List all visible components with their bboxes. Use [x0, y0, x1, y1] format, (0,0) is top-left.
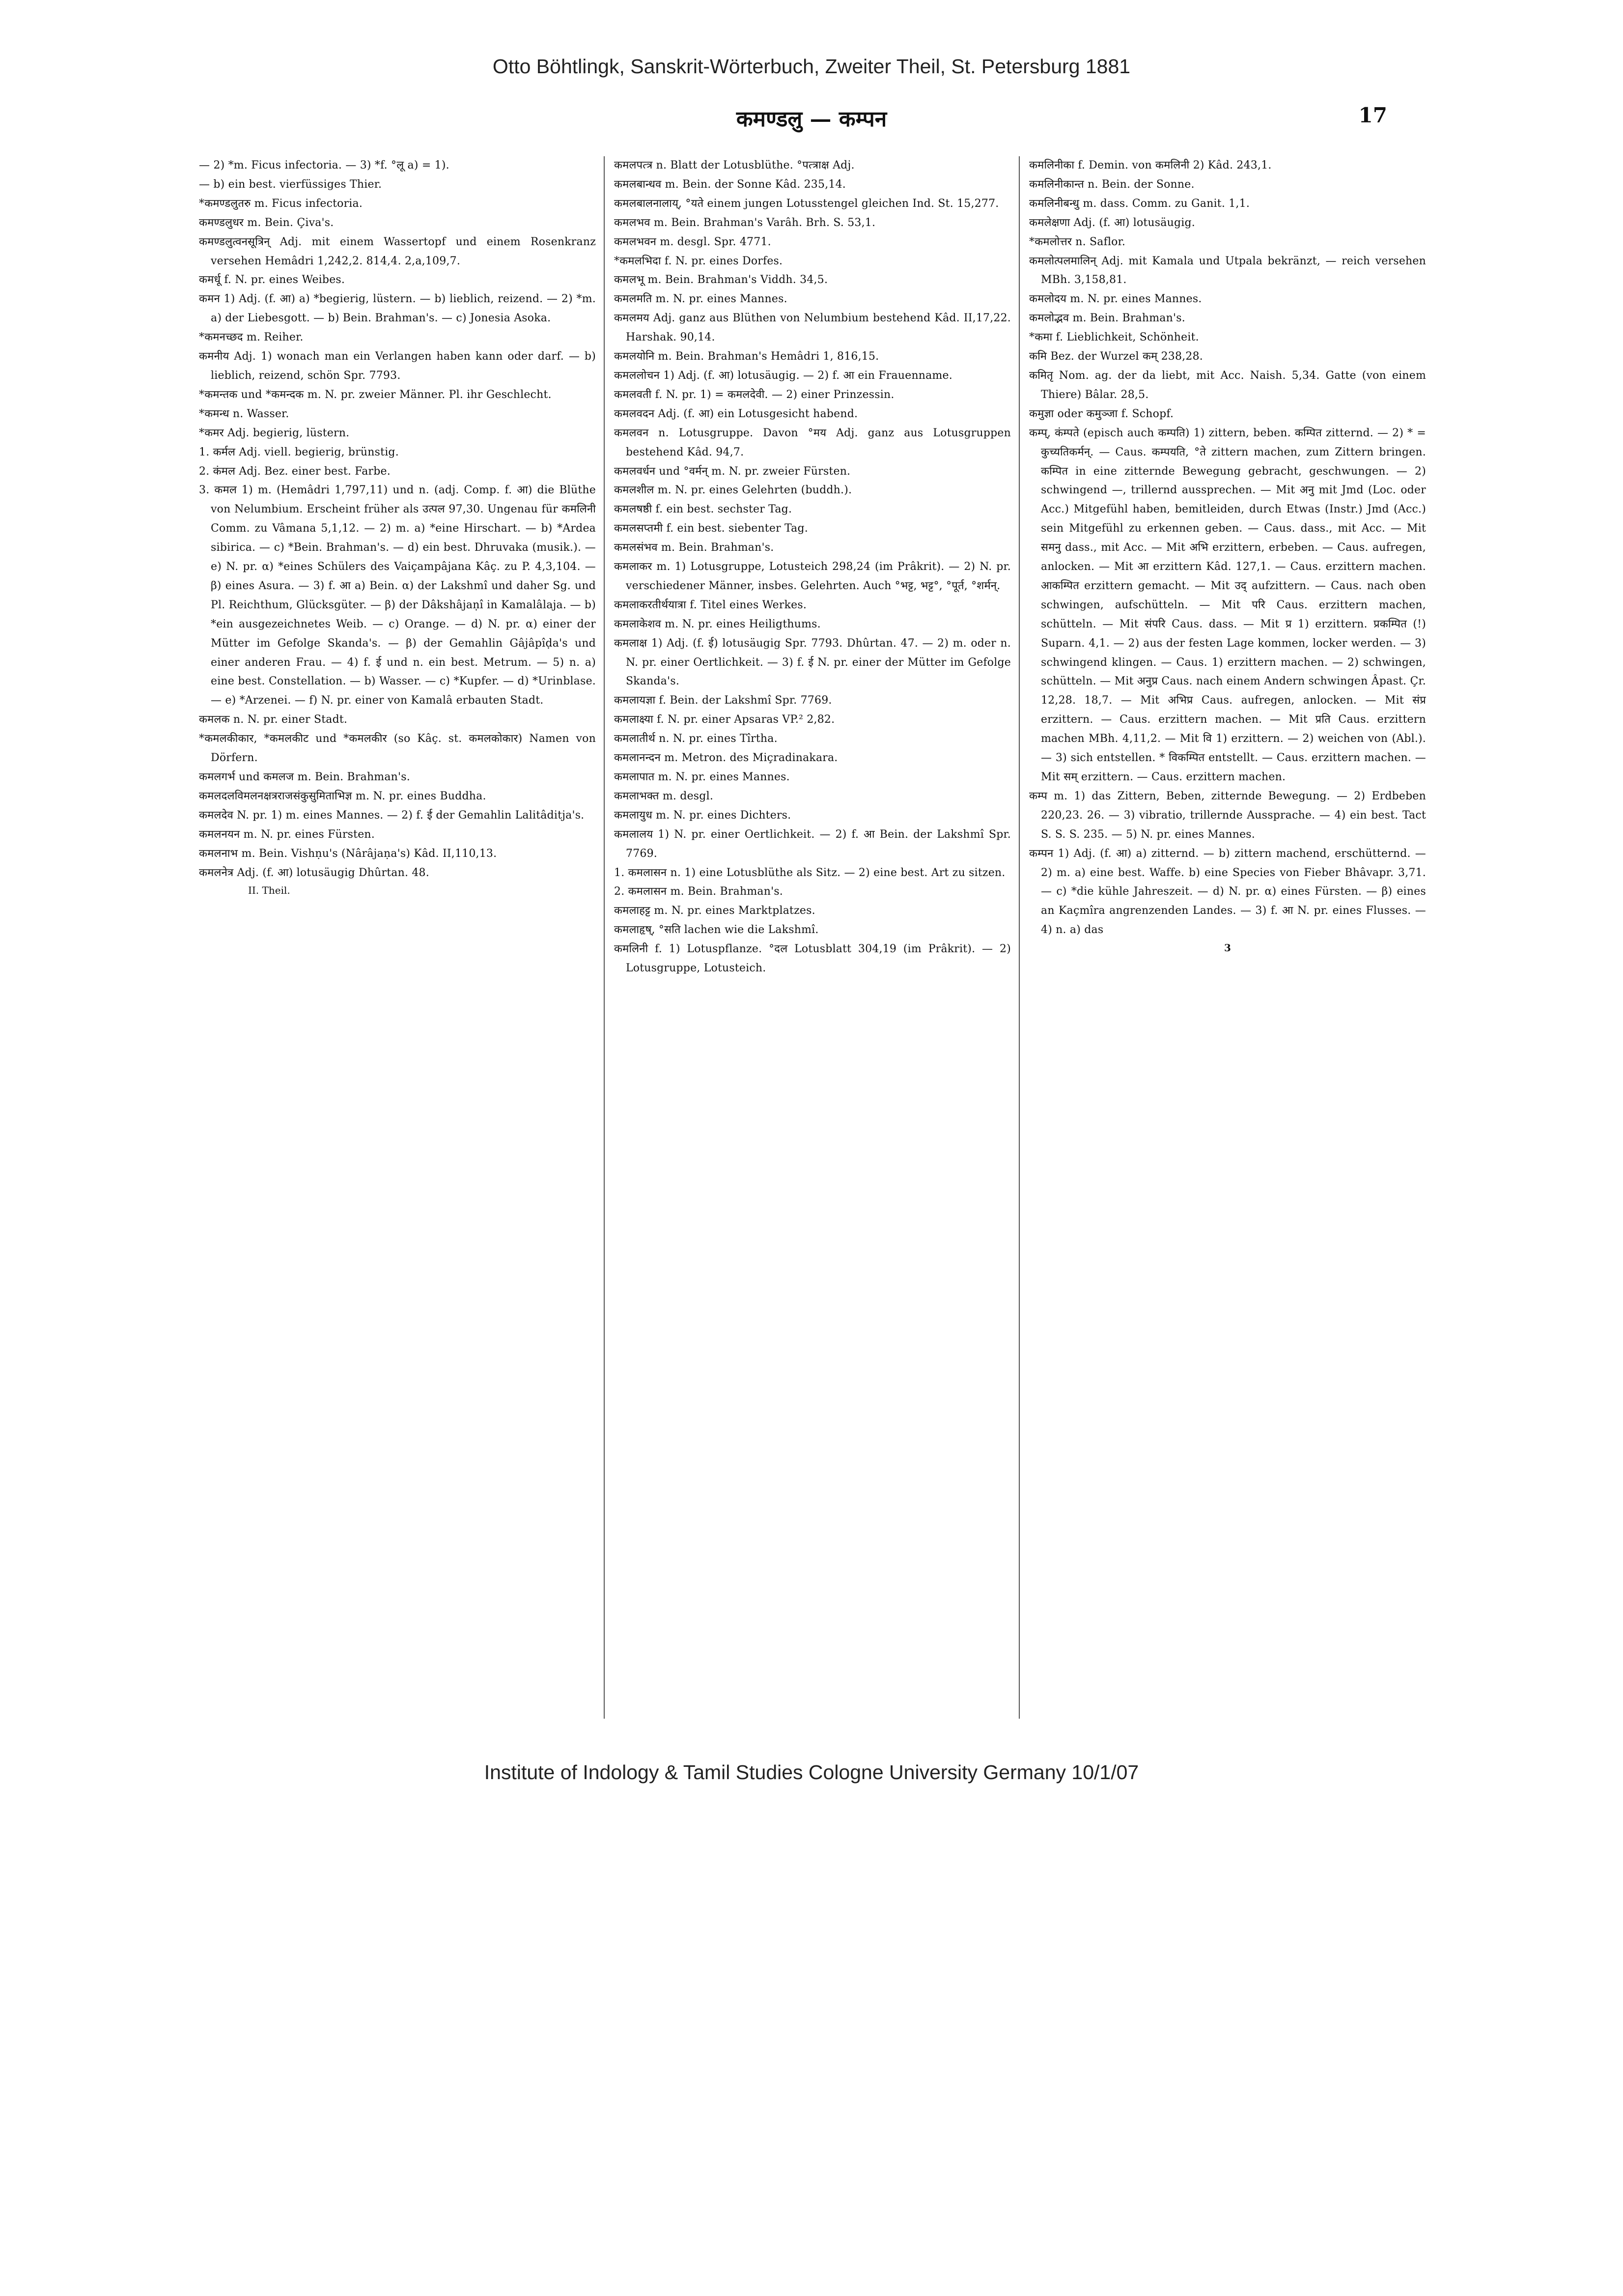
dictionary-entry: कमलपत्त्र n. Blatt der Lotusblüthe. °पत्त्राक्ष Adj. — [614, 159, 855, 171]
column-2 — [614, 156, 1011, 1719]
dictionary-entry: कमलायज्ञा f. Bein. der Lakshmî Spr. 7769. — [614, 694, 832, 707]
dictionary-entry: *कमन्ध n. Wasser. — [199, 407, 289, 420]
source-footer: Institute of Indology & Tamil Studies Cologne University Germany 10/1/07 — [484, 1761, 1139, 1784]
column-footer: 3 — [1224, 942, 1231, 954]
dictionary-entry: कमलयोनि m. Bein. Brahman's Hemâdri 1, 816,15. — [614, 350, 879, 363]
dictionary-entry: कमलापात m. N. pr. eines Mannes. — [614, 771, 790, 783]
dictionary-entry: 1. कमलासन n. 1) eine Lotusblüthe als Sitz. — 2) eine best. Art zu sitzen. — [614, 866, 1006, 879]
dictionary-entry: कमलभव m. Bein. Brahman's Varâh. Brh. S. 53,1. — [614, 216, 876, 229]
dictionary-entry: कमलाकेशव m. N. pr. eines Heiligthums. — [614, 618, 821, 630]
dictionary-entry: कमलोत्पलमालिन् Adj. mit Kamala und Utpala bekränzt, — reich versehen MBh. 3,158,81. — [1029, 255, 1426, 286]
dictionary-entry: कमलोद्भव m. Bein. Brahman's. — [1029, 312, 1185, 325]
dictionary-entry: कम्प्, कंम्पते (episch auch कम्पति) 1) zittern, beben. कम्पित zitternd. — 2) * = कुच्यतिकर्मन्. — Caus. कम्पयति, °ते zittern machen, zum Zittern bringen. कम्पित in eine zitternde Bewegung gebracht, geschwungen. — 2) schwingend —, trillernd aussprechen. — Mit अनु mit Jmd (Loc. oder Acc.) Mitgefühl haben, bemitleiden, durch Etwas (Instr.) Jmd (Acc.) sein Mitgefühl zu erkennen geben. — Caus. dass., mit Acc. — Mit समनु dass., mit Acc. — Mit अभि erzittern, erbeben. — Caus. aufregen, anlocken. — Mit आ erzittern Kâd. 127,1. — Caus. erzittern machen. आकम्पित erzittern gemacht. — Mit उद् aufzittern. — Caus. nach oben schwingen, aufschütteln. — Mit परि Caus. erzittern machen, schütteln. — Mit संपरि Caus. dass. — Mit प्र 1) erzittern. प्रकम्पित (!) Suparn. 4,1. — 2) aus der festen Lage kommen, locker werden. — 3) schwingend klingen. — Caus. 1) erzittern machen. — 2) schwingen, schütteln. — Mit अनुप्र Caus. nach einem Andern schwingen Âpast. Çr. 12,28. 18,7. — Mit अभिप्र Caus. aufregen, anlocken. — Mit संप्र erzittern. — Caus. erzittern machen. — Mit प्रति Caus. erzittern machen MBh. 4,11,2. — Mit वि 1) erzittern. — 2) weichen von (Abl.). — 3) sich entstellen. * विकम्पित entstellt. — Caus. erzittern machen. — Mit सम् erzittern. — Caus. erzittern machen. — [1029, 426, 1426, 783]
dictionary-entry: कमलषष्ठी f. ein best. sechster Tag. — [614, 503, 792, 516]
dictionary-entry: कमलनयन m. N. pr. eines Fürsten. — [199, 828, 375, 841]
dictionary-entry: कमलाहट्ट m. N. pr. eines Marktplatzes. — [614, 905, 815, 917]
source-header: Otto Böhtlingk, Sanskrit-Wörterbuch, Zweiter Theil, St. Petersburg 1881 — [492, 55, 1131, 78]
running-head-words: कमण्डलु — कम्पन — [736, 107, 887, 132]
dictionary-entry: कमलनाभ m. Bein. Vishṇu's (Nârâjaṇa's) Kâd. II,110,13. — [199, 847, 497, 860]
dictionary-entry: कमलदलविमलनक्षत्रराजसंकुसुमिताभिज्ञ m. N. pr. eines Buddha. — [199, 790, 486, 802]
column-footer: II. Theil. — [248, 884, 290, 897]
dictionary-entry: *कमलभिदा f. N. pr. eines Dorfes. — [614, 255, 783, 267]
dictionary-entry: कमलाकर m. 1) Lotusgruppe, Lotusteich 298,24 (im Prâkrit). — 2) N. pr. verschiedener Männer, insbes. Gelehrten. Auch °भट्ट, भट्ट°, °पूर्त, °शर्मन्. — [614, 561, 1011, 592]
page-number: 17 — [1358, 103, 1387, 127]
dictionary-entry: कमलक n. N. pr. einer Stadt. — [199, 713, 348, 726]
dictionary-entry: कमलोदय m. N. pr. eines Mannes. — [1029, 293, 1202, 306]
dictionary-entry: *कमन्तक und *कमन्दक m. N. pr. zweier Männer. Pl. ihr Geschlecht. — [199, 388, 552, 401]
dictionary-entry: कमितृ Nom. ag. der da liebt, mit Acc. Naish. 5,34. Gatte (von einem Thiere) Bâlar. 28,5. — [1029, 369, 1426, 401]
dictionary-entry: कमलाकरतीर्थयात्रा f. Titel eines Werkes. — [614, 598, 807, 611]
dictionary-entry: कमलातीर्थ n. N. pr. eines Tîrtha. — [614, 733, 778, 745]
dictionary-entry: कम्प m. 1) das Zittern, Beben, zitternde Bewegung. — 2) Erdbeben 220,23. 26. — 3) vibratio, trillernde Aussprache. — 4) ein best. Tact S. S. S. 235. — 5) N. pr. eines Mannes. — [1029, 790, 1426, 841]
dictionary-entry: कमलवन n. Lotusgruppe. Davon °मय Adj. ganz aus Lotusgruppen bestehend Kâd. 94,7. — [614, 426, 1011, 458]
dictionary-entry: 1. कर्मल Adj. viell. begierig, brünstig. — [199, 446, 399, 458]
dictionary-entry: कमुज्ञा oder कमुञ्जा f. Schopf. — [1029, 407, 1174, 420]
dictionary-entry: कमलमय Adj. ganz aus Blüthen von Nelumbium bestehend Kâd. II,17,22. Harshak. 90,14. — [614, 312, 1011, 344]
dictionary-entry: कमलदेव N. pr. 1) m. eines Mannes. — 2) f. ई der Gemahlin Lalitâditja's. — [199, 809, 585, 822]
dictionary-entry: कमलवती f. N. pr. 1) = कमलदेवी. — 2) einer Prinzessin. — [614, 388, 895, 401]
dictionary-entry: *कमनच्छद m. Reiher. — [199, 331, 304, 344]
dictionary-entry: 2. कमलासन m. Bein. Brahman's. — [614, 885, 783, 898]
dictionary-entry: कम्पन 1) Adj. (f. आ) a) zitternd. — b) zittern machend, erschütternd. — 2) m. a) eine best. Waffe. b) eine Species von Fieber Bhâvapr. 3,71. — c) *die kühle Jahreszeit. — d) N. pr. α) eines Fürsten. — β) eines an Kaçmîra angrenzenden Landes. — 3) f. आ N. pr. eines Flusses. — 4) n. a) das — [1029, 847, 1426, 936]
column-3 — [1029, 156, 1426, 1719]
dictionary-entry: कमलानन्दन m. Metron. des Miçradinakara. — [614, 752, 838, 765]
dictionary-entry: कमलाभक्त m. desgl. — [614, 790, 714, 802]
dictionary-entry: कमलाहृष्, °सति lachen wie die Lakshmî. — [614, 924, 819, 936]
dictionary-entry: कमलभू m. Bein. Brahman's Viddh. 34,5. — [614, 274, 828, 286]
dictionary-entry: कमलभवन m. desgl. Spr. 4771. — [614, 235, 771, 248]
dictionary-entry: कमन 1) Adj. (f. आ) a) *begierig, lüstern. — b) lieblich, reizend. — 2) *m. a) der Liebesgott. — b) Bein. Brahman's. — c) Jonesia Asoka. — [199, 293, 596, 325]
column-divider — [1019, 156, 1020, 1719]
dictionary-entry: कमर्धू f. N. pr. eines Weibes. — [199, 274, 345, 286]
dictionary-entry: *कमलोत्तर n. Saflor. — [1029, 235, 1126, 248]
dictionary-entry: कमलाक्ष्या f. N. pr. einer Apsaras VP.² 2,82. — [614, 713, 835, 726]
dictionary-entry: कमललोचन 1) Adj. (f. आ) lotusäugig. — 2) f. आ ein Frauenname. — [614, 369, 952, 382]
dictionary-entry: कमलेक्षणा Adj. (f. आ) lotusäugig. — [1029, 216, 1195, 229]
dictionary-entry: *कमलकीकार, *कमलकीट und *कमलकीर (so Kâç. st. कमलकोकार) Namen von Dörfern. — [199, 733, 596, 765]
dictionary-entry: 3. कमल 1) m. (Hemâdri 1,797,11) und n. (adj. Comp. f. आ) die Blüthe von Nelumbium. Erscheint früher als उत्पल 97,30. Ungenau für कमलिनी Comm. zu Vâmana 5,1,12. — 2) m. a) *eine Hirschart. — b) *Ardea sibirica. — c) *Bein. Brahman's. — d) ein best. Dhruvaka (musik.). — e) N. pr. α) *eines Schülers des Vaiçampâjana Kâç. zu P. 4,3,104. — β) eines Asura. — 3) f. आ a) Bein. α) der Lakshmî und daher Sg. und Pl. Reichthum, Glücksgüter. — β) der Dâkshâjaṇî in Kamalâlaja. — b) *ein ausgezeichnetes Weib. — c) Orange. — d) N. pr. α) einer der Mütter im Gefolge Skanda's. — β) der Gemahlin Gâjâpîḍa's und einer anderen Frau. — 4) f. ई und n. ein best. Metrum. — 5) n. a) eine best. Constellation. — b) Wasser. — c) *Kupfer. — d) *Urinblase. — e) *Arzenei. — f) N. pr. einer von Kamalâ erbauten Stadt. — [199, 484, 596, 707]
dictionary-entry: कमलवर्धन und °वर्मन् m. N. pr. zweier Fürsten. — [614, 465, 851, 478]
dictionary-entry: कमलबालनालाय्, °यते einem jungen Lotusstengel gleichen Ind. St. 15,277. — [614, 197, 999, 210]
dictionary-entry: कमलायुध m. N. pr. eines Dichters. — [614, 809, 791, 822]
dictionary-entry: कमलसंभव m. Bein. Brahman's. — [614, 541, 774, 554]
dictionary-entry: कमलाक्ष 1) Adj. (f. ई) lotusäugig Spr. 7793. Dhûrtan. 47. — 2) m. oder n. N. pr. einer Oertlichkeit. — 3) f. ई N. pr. einer der Mütter im Gefolge Skanda's. — [614, 637, 1011, 688]
dictionary-entry: कमण्डलुधर m. Bein. Çiva's. — [199, 216, 334, 229]
dictionary-entry: कमलमति m. N. pr. eines Mannes. — [614, 293, 787, 306]
dictionary-entry: — 2) *m. Ficus infectoria. — 3) *f. °लू a) = 1). — [199, 159, 449, 171]
dictionary-entry: *कमा f. Lieblichkeit, Schönheit. — [1029, 331, 1199, 344]
dictionary-entry: कमलिनी f. 1) Lotuspflanze. °दल Lotusblatt 304,19 (im Prâkrit). — 2) Lotusgruppe, Lotusteich. — [614, 943, 1011, 975]
dictionary-entry: कमलिनीका f. Demin. von कमलिनी 2) Kâd. 243,1. — [1029, 159, 1272, 171]
dictionary-entry: कमलसप्तमी f. ein best. siebenter Tag. — [614, 522, 808, 535]
dictionary-entry: *कमण्डलुतरु m. Ficus infectoria. — [199, 197, 363, 210]
dictionary-entry: कमलालय 1) N. pr. einer Oertlichkeit. — 2) f. आ Bein. der Lakshmî Spr. 7769. — [614, 828, 1011, 860]
dictionary-entry: कमलिनीबन्धु m. dass. Comm. zu Ganit. 1,1. — [1029, 197, 1250, 210]
dictionary-entry: कमलबान्धव m. Bein. der Sonne Kâd. 235,14. — [614, 178, 846, 191]
dictionary-entry: — b) ein best. vierfüssiges Thier. — [199, 178, 382, 191]
column-divider — [604, 156, 605, 1719]
dictionary-entry: 2. कंमल Adj. Bez. einer best. Farbe. — [199, 465, 391, 478]
dictionary-entry: कमि Bez. der Wurzel कम् 238,28. — [1029, 350, 1203, 363]
dictionary-entry: *कमर Adj. begierig, lüstern. — [199, 426, 350, 439]
dictionary-entry: कमलशील m. N. pr. eines Gelehrten (buddh.). — [614, 484, 852, 497]
dictionary-entry: कमलवदन Adj. (f. आ) ein Lotusgesicht habend. — [614, 407, 858, 420]
dictionary-entry: कमलगर्भ und कमलज m. Bein. Brahman's. — [199, 771, 410, 783]
dictionary-entry: कमलिनीकान्त n. Bein. der Sonne. — [1029, 178, 1195, 191]
dictionary-columns — [199, 156, 1426, 1719]
dictionary-entry: कमण्डलुत्वनसूत्रिन् Adj. mit einem Wassertopf und einem Rosenkranz versehen Hemâdri 1,242,2. 814,4. 2,a,109,7. — [199, 235, 596, 267]
dictionary-entry: कमलनेत्र Adj. (f. आ) lotusäugig Dhûrtan. 48. — [199, 866, 429, 879]
running-head — [0, 103, 1623, 138]
dictionary-entry: कमनीय Adj. 1) wonach man ein Verlangen haben kann oder darf. — b) lieblich, reizend, schön Spr. 7793. — [199, 350, 596, 382]
column-1 — [199, 156, 596, 1719]
